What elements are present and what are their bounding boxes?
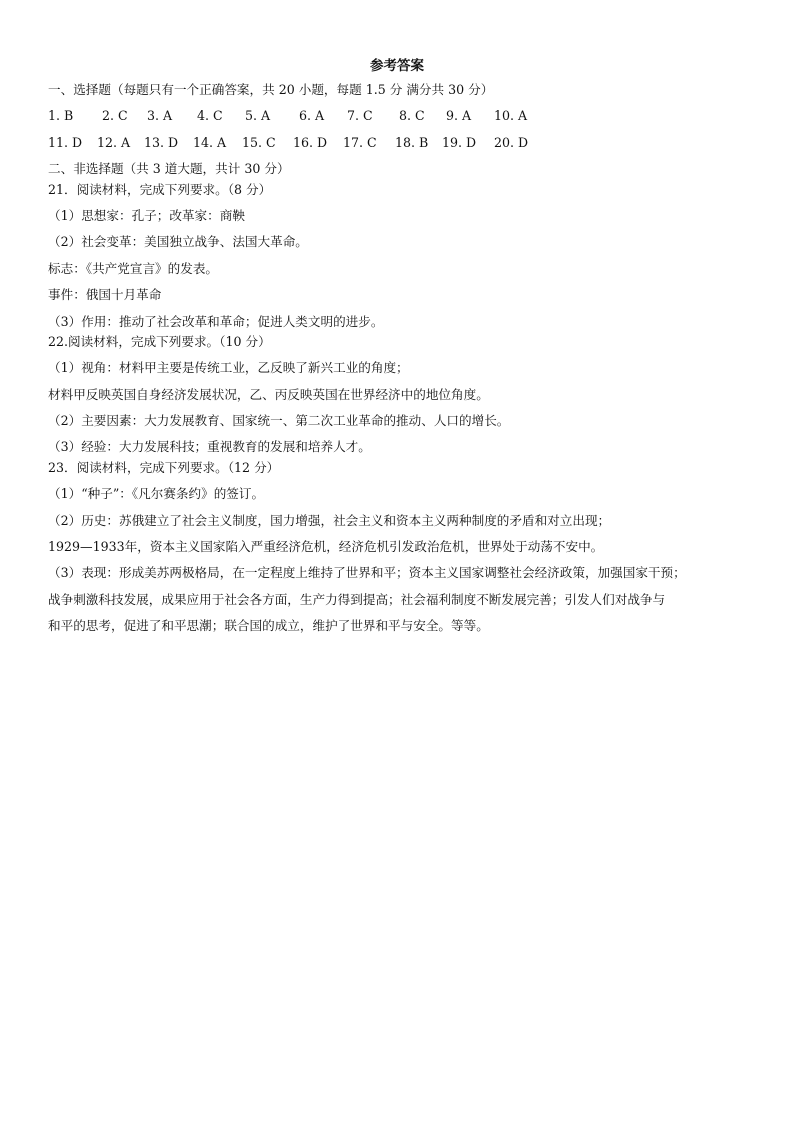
mc-answer: 17. C (343, 134, 377, 150)
q23-answer-1: （1）“种子”：《凡尔赛条约》的签订。 (48, 486, 265, 502)
question-21-title: 21．阅读材料，完成下列要求。（8 分） (48, 181, 272, 197)
mc-answer: 15. C (242, 134, 276, 150)
q22-answer-3: （3）经验：大力发展科技；重视教育的发展和培养人才。 (48, 439, 371, 455)
q21-answer-2: （2）社会变革：美国独立战争、法国大革命。 (48, 234, 308, 250)
mc-answer: 18. B (395, 134, 429, 150)
q21-answer-2-mark: 标志：《共产党宣言》的发表。 (48, 260, 219, 276)
page-title: 参考答案 (370, 58, 424, 74)
q22-answer-1-line-2: 材料甲反映英国自身经济发展状况，乙、丙反映英国在世界经济中的地位角度。 (48, 386, 489, 402)
section-1-heading: 一、选择题（每题只有一个正确答案，共 20 小题，每题 1.5 分 满分共 30 分） (48, 82, 494, 97)
mc-answer: 7. C (347, 108, 373, 124)
q23-answer-2-line-2: 1929—1933年，资本主义国家陷入严重经济危机，经济危机引发政治危机，世界处于动荡不安中。 (48, 539, 604, 555)
mc-answer: 16. D (293, 134, 328, 150)
q23-answer-2-line-1: （2）历史：苏俄建立了社会主义制度，国力增强，社会主义和资本主义两种制度的矛盾和对立出现； (48, 512, 611, 528)
question-23-title: 23．阅读材料，完成下列要求。（12 分） (48, 459, 280, 475)
q21-answer-1: （1）思想家：孔子；改革家：商鞅 (48, 207, 245, 223)
mc-answer: 1. B (48, 108, 74, 124)
mc-answer: 14. A (193, 134, 227, 150)
q21-answer-3: （3）作用：推动了社会改革和革命；促进人类文明的进步。 (48, 313, 384, 329)
mc-answer: 13. D (144, 134, 179, 150)
answer-content (48, 82, 768, 645)
mc-answer: 3. A (147, 108, 173, 124)
q23-answer-3-line-1: （3）表现：形成美苏两极格局，在一定程度上维持了世界和平；资本主义国家调整社会经济政策，加强国家干预； (48, 565, 686, 581)
mc-answer: 20. D (494, 134, 529, 150)
mc-answers-row-2 (48, 135, 768, 151)
question-22-title: 22.阅读材料，完成下列要求。（10 分） (48, 333, 271, 349)
mc-answer: 9. A (446, 108, 472, 124)
q23-answer-3-line-3: 和平的思考，促进了和平思潮；联合国的成立，维护了世界和平与安全。等等。 (48, 618, 489, 634)
mc-answer: 6. A (299, 108, 325, 124)
mc-answer: 2. C (102, 108, 128, 124)
q23-answer-3-line-2: 战争刺激科技发展，成果应用于社会各方面，生产力得到提高；社会福利制度不断发展完善；引发人们对战争与 (48, 591, 666, 607)
q22-answer-1-line-1: （1）视角：材料甲主要是传统工业，乙反映了新兴工业的角度； (48, 360, 409, 376)
mc-answer: 19. D (442, 134, 477, 150)
section-2-heading: 二、非选择题（共 3 道大题，共计 30 分） (48, 161, 290, 177)
mc-answer: 10. A (494, 108, 528, 124)
mc-answers-row-1 (48, 108, 768, 124)
mc-answer: 4. C (197, 108, 223, 124)
mc-answer: 5. A (245, 108, 271, 124)
mc-answer: 8. C (399, 108, 425, 124)
mc-answer: 11. D (48, 134, 83, 150)
q22-answer-2: （2）主要因素：大力发展教育、国家统一、第二次工业革命的推动、人口的增长。 (48, 413, 510, 429)
mc-answer: 12. A (97, 134, 131, 150)
q21-answer-2-event: 事件：俄国十月革命 (48, 287, 162, 303)
